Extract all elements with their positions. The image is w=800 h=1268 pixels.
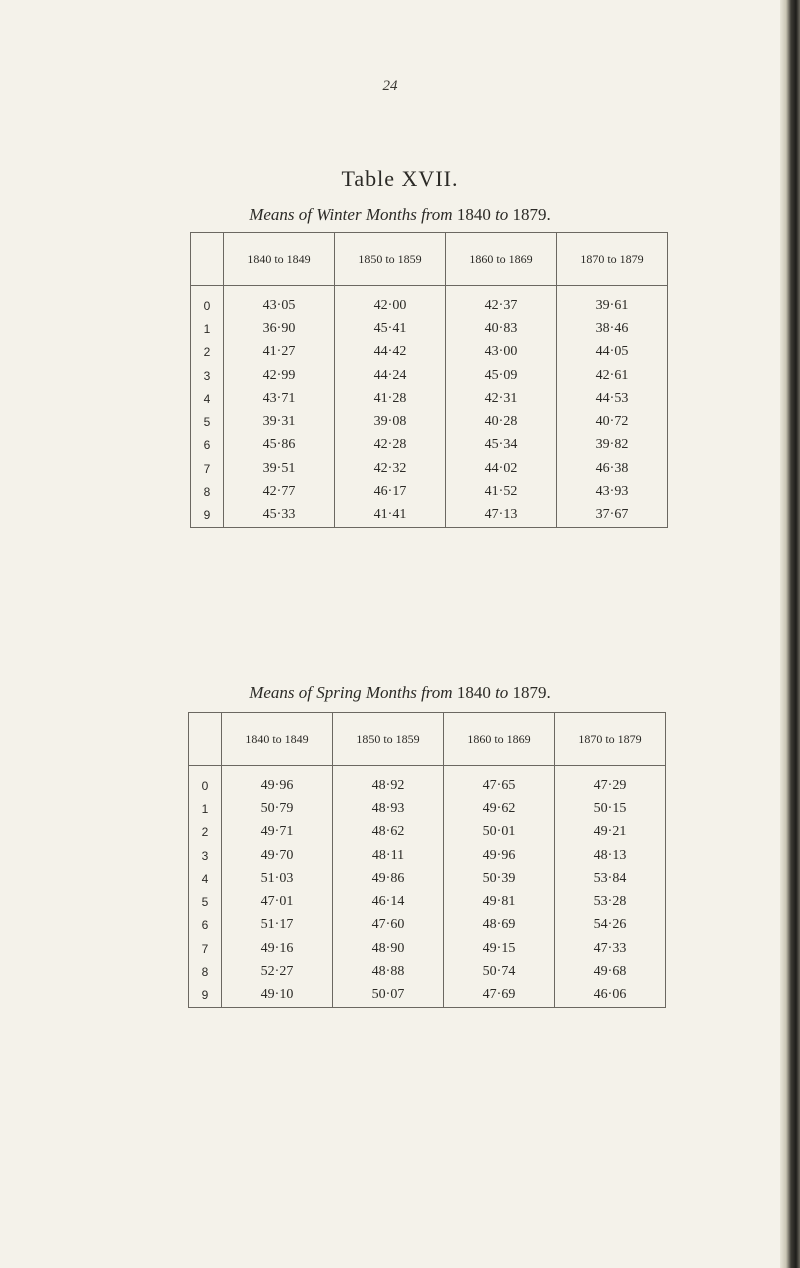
- row-index-cell: 5: [189, 890, 222, 913]
- value-cell: 42·00: [335, 286, 446, 318]
- value-cell: 42·77: [224, 480, 335, 503]
- header-cell: [189, 713, 222, 766]
- value-cell: 49·21: [555, 821, 666, 844]
- value-cell: 49·96: [222, 766, 333, 798]
- header-cell: 1840 to 1849: [224, 233, 335, 286]
- table-header-row: [191, 233, 668, 286]
- header-cell: 1850 to 1859: [333, 713, 444, 766]
- table-row: [191, 457, 668, 480]
- value-cell: 39·08: [335, 410, 446, 433]
- table-row: [191, 364, 668, 387]
- value-cell: 45·34: [446, 434, 557, 457]
- row-index-cell: 0: [189, 766, 222, 798]
- value-cell: 50·79: [222, 797, 333, 820]
- value-cell: 44·42: [335, 341, 446, 364]
- row-index-cell: 3: [191, 364, 224, 387]
- row-index-cell: 1: [191, 317, 224, 340]
- value-cell: 49·15: [444, 937, 555, 960]
- row-index-cell: 7: [191, 457, 224, 480]
- header-cell: 1860 to 1869: [444, 713, 555, 766]
- value-cell: 52·27: [222, 960, 333, 983]
- table-row: [191, 480, 668, 503]
- value-cell: 46·17: [335, 480, 446, 503]
- value-cell: 48·93: [333, 797, 444, 820]
- value-cell: 49·70: [222, 844, 333, 867]
- value-cell: 45·09: [446, 364, 557, 387]
- table-row: [189, 867, 666, 890]
- value-cell: 49·16: [222, 937, 333, 960]
- value-cell: 45·33: [224, 504, 335, 528]
- row-index-cell: 4: [189, 867, 222, 890]
- value-cell: 44·05: [557, 341, 668, 364]
- value-cell: 47·01: [222, 890, 333, 913]
- value-cell: 48·90: [333, 937, 444, 960]
- value-cell: 50·39: [444, 867, 555, 890]
- value-cell: 42·37: [446, 286, 557, 318]
- value-cell: 54·26: [555, 914, 666, 937]
- table-row: [189, 984, 666, 1008]
- value-cell: 49·86: [333, 867, 444, 890]
- row-index-cell: 2: [191, 341, 224, 364]
- value-cell: 53·28: [555, 890, 666, 913]
- value-cell: 40·72: [557, 410, 668, 433]
- header-cell: 1870 to 1879: [557, 233, 668, 286]
- winter-means-table: [190, 232, 668, 528]
- row-index-cell: 6: [189, 914, 222, 937]
- subtitle-to: to: [495, 683, 509, 702]
- value-cell: 45·86: [224, 434, 335, 457]
- subtitle-text: Means of Winter Months from: [249, 205, 453, 224]
- row-index-cell: 0: [191, 286, 224, 318]
- table-row: [189, 960, 666, 983]
- subtitle-to: to: [495, 205, 509, 224]
- row-index-cell: 8: [191, 480, 224, 503]
- winter-table-subtitle: [0, 205, 800, 225]
- row-index-cell: 9: [191, 504, 224, 528]
- value-cell: 48·92: [333, 766, 444, 798]
- value-cell: 49·10: [222, 984, 333, 1008]
- value-cell: 41·52: [446, 480, 557, 503]
- table-row: [189, 797, 666, 820]
- table-row: [189, 937, 666, 960]
- table-header-row: [189, 713, 666, 766]
- table-row: [191, 410, 668, 433]
- row-index-cell: 6: [191, 434, 224, 457]
- table-row: [191, 286, 668, 318]
- subtitle-year-from: 1840: [456, 683, 491, 702]
- value-cell: 37·67: [557, 504, 668, 528]
- value-cell: 47·65: [444, 766, 555, 798]
- subtitle-year-to: 1879.: [512, 683, 551, 702]
- table-row: [189, 766, 666, 798]
- value-cell: 42·99: [224, 364, 335, 387]
- value-cell: 49·68: [555, 960, 666, 983]
- header-cell: 1850 to 1859: [335, 233, 446, 286]
- spring-table-body: [189, 766, 666, 1008]
- value-cell: 51·17: [222, 914, 333, 937]
- value-cell: 48·62: [333, 821, 444, 844]
- value-cell: 49·96: [444, 844, 555, 867]
- value-cell: 44·53: [557, 387, 668, 410]
- value-cell: 42·32: [335, 457, 446, 480]
- value-cell: 47·33: [555, 937, 666, 960]
- value-cell: 50·01: [444, 821, 555, 844]
- row-index-cell: 5: [191, 410, 224, 433]
- header-cell: 1860 to 1869: [446, 233, 557, 286]
- value-cell: 41·41: [335, 504, 446, 528]
- table-row: [191, 387, 668, 410]
- row-index-cell: 3: [189, 844, 222, 867]
- value-cell: 39·82: [557, 434, 668, 457]
- value-cell: 42·31: [446, 387, 557, 410]
- subtitle-year-from: 1840: [456, 205, 491, 224]
- value-cell: 40·83: [446, 317, 557, 340]
- value-cell: 46·06: [555, 984, 666, 1008]
- value-cell: 45·41: [335, 317, 446, 340]
- value-cell: 43·93: [557, 480, 668, 503]
- value-cell: 47·69: [444, 984, 555, 1008]
- table-row: [191, 317, 668, 340]
- value-cell: 51·03: [222, 867, 333, 890]
- value-cell: 50·15: [555, 797, 666, 820]
- header-cell: 1870 to 1879: [555, 713, 666, 766]
- value-cell: 46·38: [557, 457, 668, 480]
- value-cell: 53·84: [555, 867, 666, 890]
- value-cell: 50·07: [333, 984, 444, 1008]
- page-number: 24: [382, 78, 398, 94]
- table-row: [189, 844, 666, 867]
- value-cell: 42·61: [557, 364, 668, 387]
- row-index-cell: 9: [189, 984, 222, 1008]
- subtitle-year-to: 1879.: [512, 205, 551, 224]
- value-cell: 44·02: [446, 457, 557, 480]
- table-row: [191, 434, 668, 457]
- subtitle-text: Means of Spring Months from: [249, 683, 453, 702]
- value-cell: 49·81: [444, 890, 555, 913]
- value-cell: 47·13: [446, 504, 557, 528]
- value-cell: 43·00: [446, 341, 557, 364]
- table-row: [189, 821, 666, 844]
- value-cell: 42·28: [335, 434, 446, 457]
- value-cell: 46·14: [333, 890, 444, 913]
- table-row: [191, 504, 668, 528]
- spring-means-table: [188, 712, 666, 1008]
- value-cell: 48·69: [444, 914, 555, 937]
- table-row: [189, 914, 666, 937]
- winter-table-body: [191, 286, 668, 528]
- value-cell: 36·90: [224, 317, 335, 340]
- row-index-cell: 7: [189, 937, 222, 960]
- row-index-cell: 1: [189, 797, 222, 820]
- value-cell: 47·60: [333, 914, 444, 937]
- value-cell: 43·05: [224, 286, 335, 318]
- header-cell: 1840 to 1849: [222, 713, 333, 766]
- value-cell: 50·74: [444, 960, 555, 983]
- value-cell: 39·51: [224, 457, 335, 480]
- value-cell: 48·13: [555, 844, 666, 867]
- value-cell: 47·29: [555, 766, 666, 798]
- value-cell: 48·88: [333, 960, 444, 983]
- row-index-cell: 4: [191, 387, 224, 410]
- value-cell: 40·28: [446, 410, 557, 433]
- value-cell: 43·71: [224, 387, 335, 410]
- value-cell: 39·61: [557, 286, 668, 318]
- value-cell: 44·24: [335, 364, 446, 387]
- value-cell: 49·62: [444, 797, 555, 820]
- row-index-cell: 2: [189, 821, 222, 844]
- table-row: [189, 890, 666, 913]
- spring-table-subtitle: [0, 683, 800, 703]
- table-row: [191, 341, 668, 364]
- value-cell: 38·46: [557, 317, 668, 340]
- value-cell: 48·11: [333, 844, 444, 867]
- table-title: Table XVII.: [341, 166, 459, 191]
- value-cell: 41·28: [335, 387, 446, 410]
- value-cell: 39·31: [224, 410, 335, 433]
- row-index-cell: 8: [189, 960, 222, 983]
- header-cell: [191, 233, 224, 286]
- value-cell: 41·27: [224, 341, 335, 364]
- value-cell: 49·71: [222, 821, 333, 844]
